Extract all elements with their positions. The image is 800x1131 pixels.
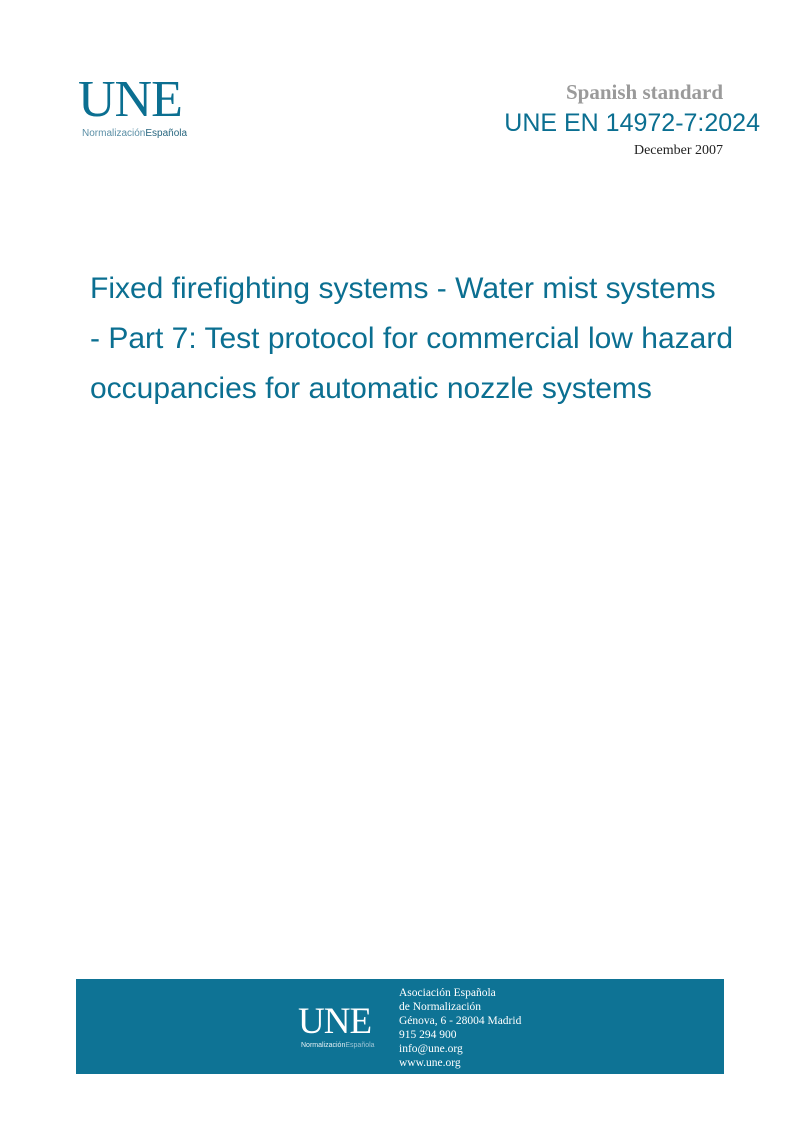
- logo-tagline: [82, 128, 187, 140]
- organization-name-cont: de Normalización: [399, 1001, 482, 1013]
- organization-name: Asociación Española: [399, 987, 496, 999]
- email-address: info@une.org: [399, 1043, 463, 1055]
- logo-tagline-part1: Normalización: [82, 128, 146, 139]
- title-line: occupancies for automatic nozzle systems: [90, 372, 652, 405]
- title-line: Fixed firefighting systems - Water mist systems: [90, 272, 716, 305]
- logo-wordmark: UNE: [78, 71, 182, 128]
- footer-contact-info: [399, 986, 521, 1070]
- footer-logo-tagline-part2: Española: [345, 1042, 375, 1049]
- document-title: [90, 264, 800, 414]
- footer-banner: [76, 979, 724, 1074]
- footer-logo-tagline-part1: Normalización: [301, 1042, 346, 1049]
- standard-code: UNE EN 14972-7:2024: [504, 109, 760, 137]
- website-address: www.une.org: [399, 1057, 461, 1069]
- document-type: Spanish standard: [566, 80, 723, 104]
- footer-une-logo: [298, 1003, 388, 1053]
- publication-date: December 2007: [633, 143, 723, 158]
- address: Génova, 6 - 28004 Madrid: [399, 1015, 522, 1027]
- footer-logo-tagline: [301, 1041, 375, 1050]
- footer-logo-wordmark: UNE: [298, 1001, 372, 1042]
- title-line: - Part 7: Test protocol for commercial low hazard: [90, 322, 734, 355]
- logo-tagline-part2: Española: [145, 128, 188, 139]
- une-logo: [78, 71, 196, 144]
- phone-number: 915 294 900: [399, 1029, 457, 1041]
